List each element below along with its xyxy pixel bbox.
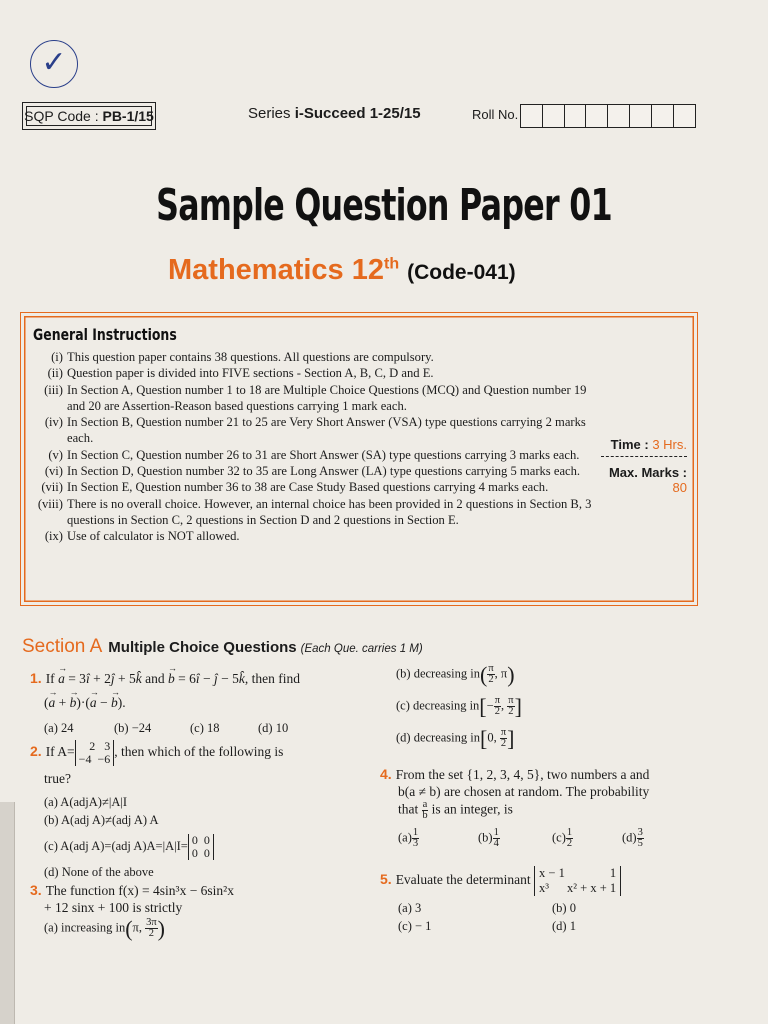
q4-option-d: (d) $\frac{3}{5}$ <box>622 827 643 849</box>
question-number: 3. <box>30 882 42 898</box>
time-line <box>601 437 687 457</box>
option-c-text: (c) A(adj A)=(adj A)A=|A|I= <box>44 838 188 853</box>
question-number: 1. <box>30 670 42 686</box>
instruction-number: (v) <box>48 447 63 462</box>
option-b: (b) A(adj A)≠(adj A) A <box>44 813 159 827</box>
question-4 <box>380 766 680 821</box>
section-heading <box>22 636 423 658</box>
instruction-text: In Section D, Question number 32 to 35 are Long Answer (LA) type questions carrying 5 marks each. <box>67 464 581 479</box>
subject <box>168 254 399 286</box>
option-a: (a) A(adjA)≠|A|I <box>44 795 128 809</box>
question-text: If <box>45 671 59 686</box>
torn-edge <box>0 802 15 1024</box>
q4-option-c: (c) $\frac{1}{2}$ <box>552 827 573 849</box>
instruction-item <box>35 496 595 529</box>
page-title: Sample Question Paper 01 <box>156 180 612 231</box>
paper-header <box>22 102 712 132</box>
section-name: Section A <box>22 636 103 657</box>
option-label: (b) <box>478 830 493 845</box>
option-d: (d) None of the above <box>44 865 154 879</box>
option-d: (d) 10 <box>258 721 289 735</box>
instruction-text: There is no overall choice. However, an internal choice has been provided in 2 questions in Section B, 3 questions in Section C, 2 questions in Section D and 2 questions in Section E. <box>67 496 592 527</box>
option-b: (b) 0 <box>552 901 576 915</box>
time-value: 3 Hrs. <box>652 437 687 452</box>
zero-matrix: 0 0 0 0 <box>188 834 214 860</box>
question-2 <box>30 740 370 787</box>
option-a: (a) 3 <box>398 901 422 915</box>
question-number: 4. <box>380 766 392 782</box>
marks-line <box>601 457 687 495</box>
question-text: , then which of the following is <box>114 744 284 760</box>
matrix-a: 2 3 −4 −6 <box>75 740 115 766</box>
question-text: From the set {1, 2, 3, 4, 5}, two numbers a and <box>395 767 650 782</box>
option-d-text: (d) decreasing in <box>396 730 480 745</box>
roll-number-box[interactable] <box>651 104 674 128</box>
option-c: (c) − 1 <box>398 919 432 933</box>
question-text: true? <box>44 771 71 786</box>
question-text: is an integer, is <box>431 801 513 817</box>
series <box>248 105 421 122</box>
instruction-number: (vi) <box>44 464 63 479</box>
option-a: (a) 24 <box>44 721 74 735</box>
subject-sup: th <box>384 255 400 273</box>
question-3 <box>30 882 370 916</box>
option-d: (d) 1 <box>552 919 576 933</box>
instruction-text: In Section B, Question number 21 to 25 are Very Short Answer (VSA) type questions carrying 2 marks each. <box>67 415 586 446</box>
instructions-heading: General Instructions <box>33 325 177 344</box>
question-text: If A= <box>45 744 75 760</box>
instruction-item <box>35 463 595 479</box>
check-mark-icon: ✓ <box>30 40 78 88</box>
roll-number-boxes <box>520 104 695 128</box>
instruction-text: Question paper is divided into FIVE sections - Section A, B, C, D and E. <box>67 366 434 381</box>
section-note: (Each Que. carries 1 M) <box>300 643 423 655</box>
instruction-number: (viii) <box>37 496 63 511</box>
instruction-number: (ii) <box>47 366 63 381</box>
q4-line-3 <box>398 800 680 821</box>
subject-code: (Code-041) <box>407 261 516 284</box>
instruction-item <box>35 479 595 495</box>
general-instructions <box>20 312 698 606</box>
question-text: Evaluate the determinant <box>395 872 531 888</box>
q3-option-d: (d) decreasing in[0, $\frac{\pi}{2}$ ] <box>396 726 515 751</box>
q1-math-a: → a = 3î + 2ĵ + 5k̂ and → b = 6î − ĵ − 5k̂ <box>58 671 245 686</box>
instruction-item <box>35 382 595 415</box>
roll-number-box[interactable] <box>520 104 543 128</box>
roll-number-box[interactable] <box>629 104 652 128</box>
series-label: Series <box>248 105 295 122</box>
roll-label: Roll No. <box>472 107 519 122</box>
left-column <box>30 668 370 958</box>
instruction-number: (iv) <box>44 415 63 430</box>
sqp-code: PB-1/15 <box>102 108 154 124</box>
instruction-item <box>35 349 595 365</box>
subject-name: Mathematics 12 <box>168 254 384 286</box>
subtitle <box>168 254 516 287</box>
option-c-text: (c) decreasing in <box>396 698 480 713</box>
sqp-label: SQP Code : <box>24 108 103 124</box>
instruction-text: In Section A, Question number 1 to 18 are Multiple Choice Questions (MCQ) and Question number 19 and 20 are Assertion-Reason based questions carrying 1 mark each. <box>67 382 587 413</box>
a-over-b: $\frac{a}{b}$ <box>422 799 428 821</box>
instruction-text: In Section E, Question number 36 to 38 are Case Study Based questions carrying 4 marks each. <box>67 480 549 495</box>
question-text: b(a ≠ b) are chosen at random. The probability <box>398 784 650 799</box>
series-value: i-Succeed 1-25/15 <box>294 105 421 122</box>
instruction-item <box>35 447 595 463</box>
option-c: (c) 18 <box>190 721 220 735</box>
section-title: Multiple Choice Questions <box>108 639 297 656</box>
instruction-text: This question paper contains 38 questions. All questions are compulsory. <box>67 350 434 364</box>
option-b-text: (b) decreasing in <box>396 666 480 681</box>
question-text: that <box>398 801 419 817</box>
roll-number-box[interactable] <box>585 104 608 128</box>
instruction-item <box>35 528 595 544</box>
question-text: , then find <box>244 671 300 686</box>
option-b: (b) −24 <box>114 721 152 735</box>
determinant: x − 1 1 x³ x² + x + 1 <box>534 866 621 896</box>
instruction-number: (vii) <box>41 480 63 495</box>
instructions-list <box>35 349 595 545</box>
roll-number-box[interactable] <box>542 104 565 128</box>
sqp-code-box <box>22 102 156 130</box>
question-text: + 12 sinx + 100 is strictly <box>44 900 183 915</box>
instruction-text: Use of calculator is NOT allowed. <box>67 529 240 544</box>
right-column <box>378 660 718 960</box>
instruction-item <box>35 365 595 381</box>
q3-option-b: (b) decreasing in( $\frac{\pi}{2}$ , π) <box>396 662 515 687</box>
roll-number-box[interactable] <box>607 104 630 128</box>
q4-option-b: (b) $\frac{1}{4}$ <box>478 827 499 849</box>
question-number: 2. <box>30 743 42 760</box>
option-a: (a) increasing in(π, $\frac{3\pi}{2}$ ) <box>44 916 165 941</box>
question-1 <box>30 670 370 711</box>
option-a-text: (a) increasing in <box>44 920 126 935</box>
instruction-number: (iii) <box>44 382 63 397</box>
question-number: 5. <box>380 871 392 888</box>
time-label: Time : <box>610 437 653 452</box>
q1-math-b: (→ a + → b)·(→ a − → b). <box>44 694 370 711</box>
question-5 <box>380 866 710 896</box>
roll-number-box[interactable] <box>564 104 587 128</box>
q3-option-c: (c) decreasing in[− $\frac{\pi}{2}$ , $\frac{\pi}{2}$ ] <box>396 694 522 719</box>
marks-label: Max. Marks : <box>608 465 687 480</box>
q4-option-a: (a) $\frac{1}{3}$ <box>398 827 419 849</box>
option-label: (c) <box>552 830 566 845</box>
instruction-number: (ix) <box>44 529 63 544</box>
roll-number-box[interactable] <box>673 104 696 128</box>
option-label: (d) <box>622 830 637 845</box>
marks-value: 80 <box>672 480 687 495</box>
instruction-text: In Section C, Question number 26 to 31 are Short Answer (SA) type questions carrying 3 marks each. <box>67 447 580 462</box>
option-label: (a) <box>398 830 412 845</box>
time-marks-box <box>601 437 687 495</box>
option-c <box>44 834 214 860</box>
question-text: The function f(x) = 4sin³x − 6sin²x <box>45 883 234 898</box>
instruction-number: (i) <box>51 350 63 364</box>
instruction-item <box>35 414 595 447</box>
